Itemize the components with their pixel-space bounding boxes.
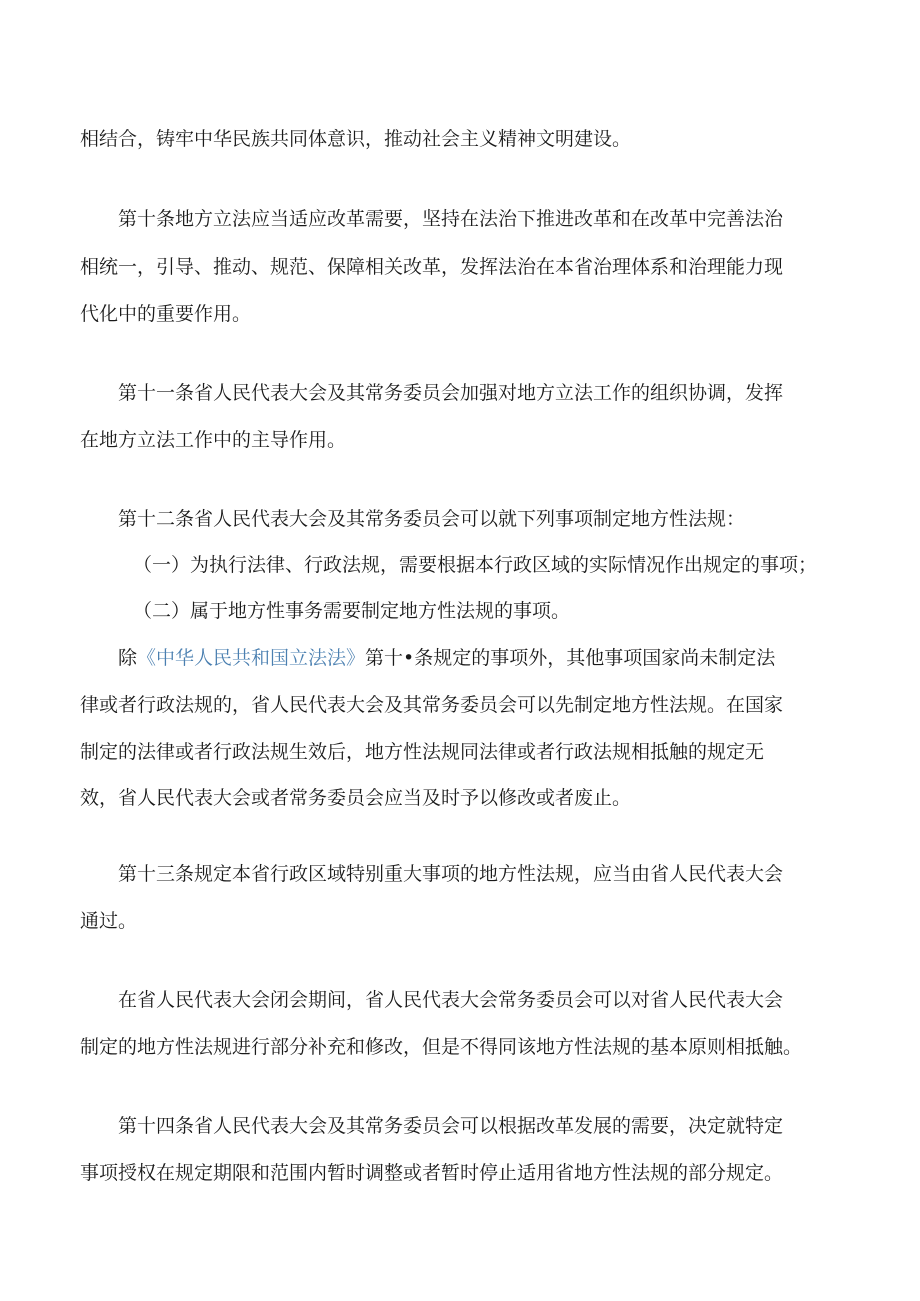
paragraph-line: 相统一，引导、推动、规范、保障相关改革，发挥法治在本省治理体系和治理能力现 xyxy=(80,256,784,278)
article-13-line: 第十三条规定本省行政区域特别重大事项的地方性法规，应当由省人民代表大会 xyxy=(118,863,784,885)
paragraph-line: 律或者行政法规的，省人民代表大会及其常务委员会可以先制定地方性法规。在国家 xyxy=(80,694,784,716)
article-10-line: 第十条地方立法应当适应改革需要，坚持在法治下推进改革和在改革中完善法治 xyxy=(118,208,784,230)
paragraph-line: 通过。 xyxy=(80,910,138,932)
paragraph-line: 代化中的重要作用。 xyxy=(80,303,252,325)
list-item-1: （一）为执行法律、行政法规，需要根据本行政区域的实际情况作出规定的事项； xyxy=(133,554,818,576)
paragraph-line: 事项授权在规定期限和范围内暂时调整或者暂时停止适用省地方性法规的部分规定。 xyxy=(80,1162,784,1184)
list-item-2: （二）属于地方性事务需要制定地方性法规的事项。 xyxy=(133,600,571,622)
text-segment: 除 xyxy=(118,647,138,669)
paragraph-line: 效，省人民代表大会或者常务委员会应当及时予以修改或者废止。 xyxy=(80,787,632,809)
article-12-line: 第十二条省人民代表大会及其常务委员会可以就下列事项制定地方性法规： xyxy=(118,508,746,530)
article-11-line: 第十一条省人民代表大会及其常务委员会加强对地方立法工作的组织协调，发挥 xyxy=(118,382,784,404)
text-segment: 第十•条规定的事项外，其他事项国家尚未制定法 xyxy=(365,647,776,669)
paragraph-line: 制定的法律或者行政法规生效后，地方性法规同法律或者行政法规相抵触的规定无 xyxy=(80,741,765,763)
paragraph-line-with-link xyxy=(118,646,775,670)
article-14-line: 第十四条省人民代表大会及其常务委员会可以根据改革发展的需要，决定就特定 xyxy=(118,1115,784,1137)
paragraph-line: 在省人民代表大会闭会期间，省人民代表大会常务委员会可以对省人民代表大会 xyxy=(118,989,784,1011)
legislation-law-link[interactable]: 《中华人民共和国立法法》 xyxy=(137,647,366,669)
paragraph-line: 相结合，铸牢中华民族共同体意识，推动社会主义精神文明建设。 xyxy=(80,128,632,150)
paragraph-line: 在地方立法工作中的主导作用。 xyxy=(80,429,347,451)
paragraph-line: 制定的地方性法规进行部分补充和修改，但是不得同该地方性法规的基本原则相抵触。 xyxy=(80,1036,803,1058)
